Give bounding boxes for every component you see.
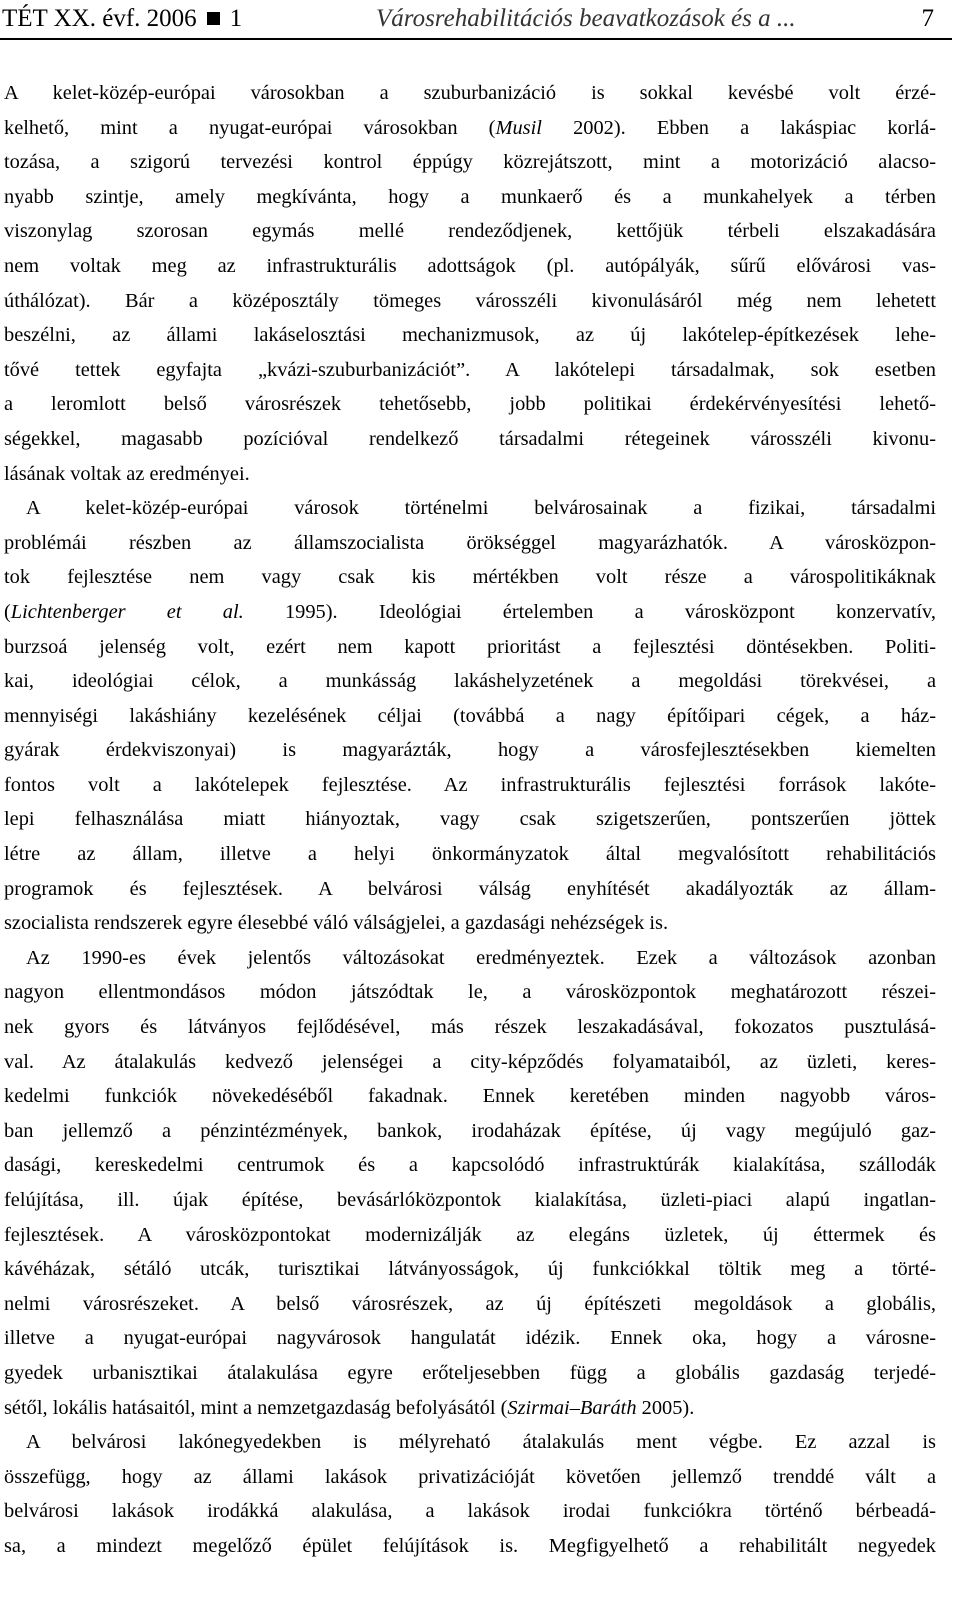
text-line: dasági, kereskedelmi centrumok és a kapcsolódó infrastruktúrák kialakítása, szállodák bbox=[4, 1154, 936, 1177]
text-line: szocialista rendszerek egyre élesebbé váló válságjelei, a gazdasági nehézségek is. bbox=[4, 912, 669, 935]
text-line: kai, ideológiai célok, a munkásság lakáshelyzetének a megoldási törekvései, a bbox=[4, 670, 936, 693]
text-line: illetve a nyugat-európai nagyvárosok hangulatát idézik. Ennek oka, hogy a városne- bbox=[4, 1327, 936, 1350]
text-line: nagyon ellentmondásos módon játszódtak le, a városközpontok meghatározott részei- bbox=[4, 981, 936, 1004]
text-line: felújítása, ill. újak építése, bevásárlóközpontok kialakítása, üzleti-piaci alapú ingatlan- bbox=[4, 1189, 936, 1211]
text-line: összefügg, hogy az állami lakások privatizációját követően jellemző trenddé vált a bbox=[4, 1465, 936, 1488]
text-line: fejlesztések. A városközpontokat modernizálják az elegáns üzletek, új éttermek és bbox=[4, 1223, 936, 1246]
text-line: lásának voltak az eredményei. bbox=[4, 462, 250, 485]
text-line: Az 1990-es évek jelentős változásokat eredményeztek. Ezek a változások azonban bbox=[26, 946, 936, 969]
text-line: beszélni, az állami lakáselosztási mechanizmusok, az új lakótelep-építkezések lehe- bbox=[4, 324, 936, 347]
text-line: A kelet-közép-európai városok történelmi belvárosainak a fizikai, társadalmi bbox=[26, 497, 936, 520]
text-line: problémái részben az államszocialista örökséggel magyarázhatók. A városközpon- bbox=[4, 531, 936, 554]
text-line: mennyiségi lakáshiány kezelésének céljai (továbbá a nagy építőipari cégek, a ház- bbox=[4, 704, 936, 727]
text-line: kávéházak, sétáló utcák, turisztikai látványosságok, új funkciókkal töltik meg a törté- bbox=[4, 1258, 936, 1281]
text-line: nek gyors és látványos fejlődésével, más részek leszakadásával, fokozatos pusztulásá- bbox=[4, 1016, 936, 1039]
text-line: úthálózat). Bár a középosztály tömeges városszéli kivonulásáról még nem lehetett bbox=[4, 289, 936, 312]
journal-volume: TÉT XX. évf. 2006 bbox=[2, 5, 197, 32]
page-number: 7 bbox=[921, 5, 934, 32]
text-line: nyabb szintje, amely megkívánta, hogy a munkaerő és a munkahelyek a térben bbox=[4, 185, 936, 208]
text-line: gyárak érdekviszonyai) is magyarázták, hogy a városfejlesztésekben kiemelten bbox=[4, 739, 936, 762]
text-line: A belvárosi lakónegyedekben is mélyreható átalakulás ment végbe. Ez azzal is bbox=[26, 1431, 936, 1454]
text-line: (Lichtenberger et al. 1995). Ideológiai értelemben a városközpont konzervatív, bbox=[4, 600, 936, 623]
text-line: belvárosi lakások irodákká alakulása, a lakások irodai funkciókra történő bérbeadá- bbox=[4, 1500, 936, 1523]
text-line: tővé tettek egyfajta „kvázi-szuburbanizációt”. A lakótelepi társadalmak, sok esetben bbox=[4, 358, 936, 381]
body-text bbox=[4, 76, 936, 1564]
text-line: A kelet-közép-európai városokban a szuburbanizáció is sokkal kevésbé volt érzé- bbox=[4, 82, 936, 104]
text-line: kedelmi funkciók növekedéséből fakadnak. Ennek keretében minden nagyobb város- bbox=[4, 1085, 936, 1108]
running-head-left bbox=[2, 0, 242, 38]
text-line: fontos volt a lakótelepek fejlesztése. Az infrastrukturális fejlesztési források lakóte- bbox=[4, 773, 936, 796]
text-line: nelmi városrészeket. A belső városrészek, az új építészeti megoldások a globális, bbox=[4, 1292, 936, 1315]
article-title: Városrehabilitációs beavatkozások és a ... bbox=[376, 5, 796, 32]
text-line: ségekkel, magasabb pozícióval rendelkező társadalmi rétegeinek városszéli kivonu- bbox=[4, 427, 936, 450]
text-line: létre az állam, illetve a helyi önkormányzatok által megvalósított rehabilitációs bbox=[4, 843, 936, 866]
text-line: sa, a mindezt megelőző épület felújítások is. Megfigyelhető a rehabilitált negyedek bbox=[4, 1534, 936, 1557]
running-head bbox=[0, 0, 952, 40]
text-line: gyedek urbanisztikai átalakulása egyre erőteljesebben függ a globális gazdaság terjedé- bbox=[4, 1361, 936, 1384]
text-line: tozása, a szigorú tervezési kontrol éppúgy közrejátszott, mint a motorizáció alacso- bbox=[4, 151, 936, 174]
text-line: viszonylag szorosan egymás mellé rendeződjenek, kettőjük térbeli elszakadására bbox=[4, 220, 936, 243]
text-line: tok fejlesztése nem vagy csak kis mértékben volt része a várospolitikáknak bbox=[4, 566, 936, 589]
text-line: val. Az átalakulás kedvező jelenségei a city-képződés folyamataiból, az üzleti, keres- bbox=[4, 1050, 936, 1073]
text-line: sétől, lokális hatásaitól, mint a nemzetgazdaság befolyásától (Szirmai–Baráth 2005). bbox=[4, 1396, 695, 1419]
text-line: lepi felhasználása miatt hiányoztak, vagy csak szigetszerűen, pontszerűen jöttek bbox=[4, 808, 936, 831]
text-line: kelhető, mint a nyugat-európai városokban (Musil 2002). Ebben a lakáspiac korlá- bbox=[4, 116, 936, 139]
issue-number: 1 bbox=[229, 5, 243, 32]
text-line: burzsoá jelenség volt, ezért nem kapott prioritást a fejlesztési döntésekben. Politi- bbox=[4, 635, 936, 658]
text-line: a leromlott belső városrészek tehetősebb, jobb politikai érdekérvényesítési lehető- bbox=[4, 393, 936, 416]
text-line: programok és fejlesztések. A belvárosi válság enyhítését akadályozták az állam- bbox=[4, 877, 936, 900]
square-bullet-icon bbox=[207, 12, 220, 25]
text-line: ban jellemző a pénzintézmények, bankok, irodaházak építése, új vagy megújuló gaz- bbox=[4, 1119, 936, 1142]
text-line: nem voltak meg az infrastrukturális adottságok (pl. autópályák, sűrű elővárosi vas- bbox=[4, 254, 936, 277]
